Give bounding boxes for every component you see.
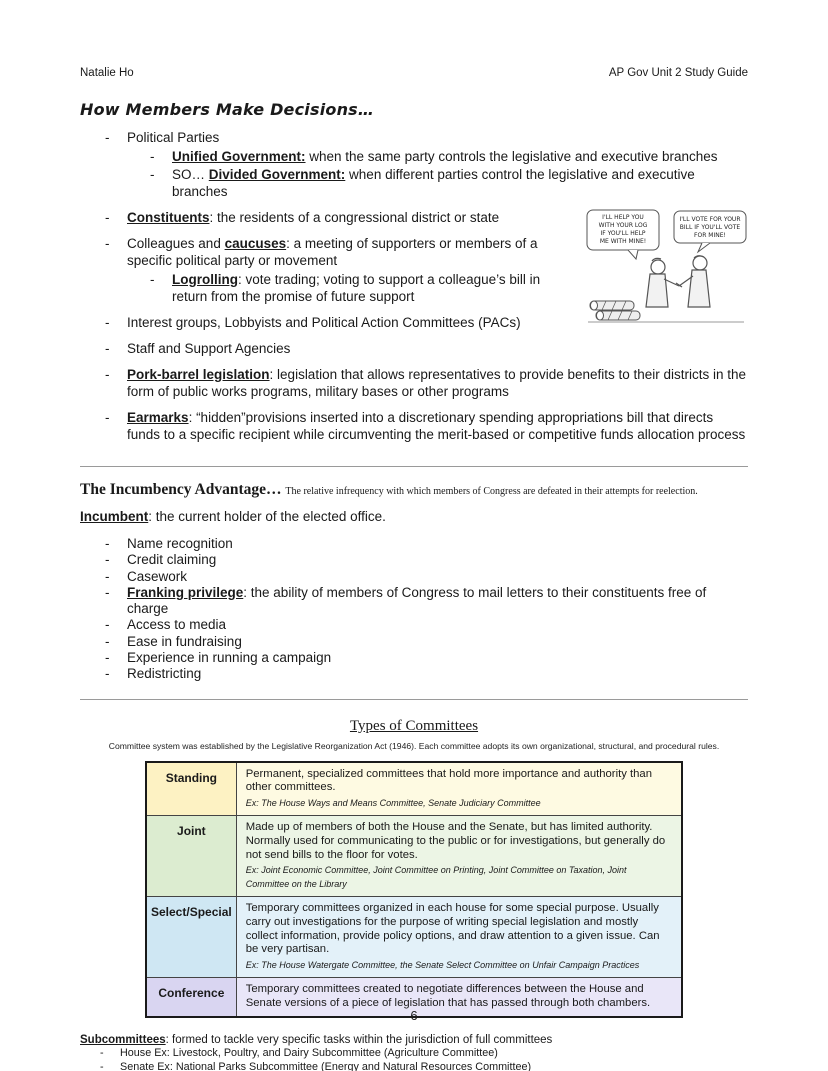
subcommittees-list (80, 1047, 748, 1071)
table-row-standing (146, 762, 682, 816)
list-item-credit-claiming: - Credit claiming (80, 552, 748, 568)
committee-name-select-special: Select/Special (146, 897, 236, 978)
list-item-experience-campaign: - Experience in running a campaign (80, 650, 748, 666)
list-item-staff-agencies: - Staff and Support Agencies (80, 340, 748, 357)
section-title-committees: Types of Committees (349, 717, 479, 734)
list-item-unified-government: - Unified Government: when the same party controls the legislative and executive branches (127, 148, 748, 165)
committee-desc-joint: Made up of members of both the House and the Senate, but has limited authority. Normally used for communicating to the public or for investigations, but generally do not send bills to the floor for votes. (245, 821, 666, 861)
svg-text:FOR MINE!: FOR MINE! (694, 232, 726, 239)
term-logrolling: Logrolling (172, 272, 238, 287)
colleagues-sublist (127, 271, 748, 305)
list-item-senate-example: - Senate Ex: National Parks Subcommittee (Energy and Natural Resources Committee) (80, 1061, 748, 1071)
committee-example-select-special: Ex: The House Watergate Committee, the Senate Select Committee on Unfair Campaign Practices (245, 959, 640, 970)
committees-note: Committee system was established by the Legislative Reorganization Act (1946). Each committee adopts its own organizational, structural, and procedural rules. (108, 740, 720, 751)
committee-name-conference: Conference (146, 978, 236, 1017)
committees-table (145, 761, 683, 1018)
term-subcommittees: Subcommittees (80, 1033, 166, 1046)
svg-text:WITH YOUR LOG: WITH YOUR LOG (598, 222, 648, 229)
term-pork-barrel: Pork-barrel legislation (127, 367, 270, 382)
incumbency-list (80, 536, 748, 683)
incumbency-subtitle: The relative infrequency with which members of Congress are defeated in their attempts for reelection. (285, 486, 698, 497)
list-item-logrolling: - Logrolling: vote trading; voting to support a colleague’s bill in return from the promise of future support (127, 271, 748, 305)
committees-section (80, 718, 748, 1018)
svg-text:ME WITH MINE!: ME WITH MINE! (599, 238, 647, 245)
subcommittees-block: Subcommittees: formed to tackle very specific tasks within the jurisdiction of full committees - House Ex: Livestock, Poultry, and Dairy Subcommittee (Agriculture Committee) - Senate Ex: National Parks Subcommittee (Energy and Natural Resources Committee) (80, 1034, 748, 1071)
svg-text:IF YOU'LL HELP: IF YOU'LL HELP (600, 230, 646, 237)
page-number: 6 (410, 1008, 418, 1023)
term-incumbent: Incumbent (80, 509, 149, 524)
committee-example-standing: Ex: The House Ways and Means Committee, Senate Judiciary Committee (245, 797, 541, 808)
committee-desc-standing: Permanent, specialized committees that hold more importance and authority than other committees. (245, 767, 652, 794)
list-item-constituents: - Constituents: the residents of a congressional district or state (80, 209, 748, 226)
list-item-political-parties: - Political Parties - Unified Government: when the same party controls the legislative and executive branches - SO… Divided Government: when different parties control the legislative and executive branches (80, 129, 748, 200)
term-divided-government: Divided Government: (208, 167, 346, 182)
table-row-select-special (146, 897, 682, 978)
header-doc-title: AP Gov Unit 2 Study Guide (608, 67, 748, 79)
list-item-pork-barrel: - Pork-barrel legislation: legislation that allows representatives to provide benefits to their districts in the form of public works programs, military bases or other programs (80, 366, 748, 400)
table-row-joint (146, 816, 682, 897)
decisions-flow (80, 209, 748, 452)
list-item-colleagues-caucuses: - Colleagues and caucuses: a meeting of supporters or members of a specific political party or movement - Logrolling: vote trading; voting to support a colleague’s bill in return from the promise of future support (80, 235, 748, 305)
list-item-access-to-media: - Access to media (80, 617, 748, 633)
section-divider-2 (80, 699, 748, 700)
committee-example-joint: Ex: Joint Economic Committee, Joint Committee on Printing, Joint Committee on Taxation, Joint Committee on the Library (245, 865, 627, 889)
term-earmarks: Earmarks (127, 410, 189, 425)
svg-text:I'LL VOTE FOR YOUR: I'LL VOTE FOR YOUR (679, 216, 741, 223)
term-constituents: Constituents (127, 210, 210, 225)
list-item-divided-government: - SO… Divided Government: when different parties control the legislative and executive branches (127, 166, 748, 200)
term-unified-government: Unified Government: (172, 149, 306, 164)
header-author: Natalie Ho (80, 67, 134, 79)
svg-text:I'LL HELP YOU: I'LL HELP YOU (602, 214, 644, 221)
term-franking-privilege: Franking privilege (127, 584, 244, 600)
committee-desc-select-special: Temporary committees organized in each house for some special purpose. Usually carry out investigations for the purpose of writing special legislation and mostly collect information, provide policy options, and draw attention to a given issue. Can be very partisan. (245, 902, 660, 956)
decisions-list-main (80, 209, 748, 443)
committee-desc-conference: Temporary committees created to negotiate differences between the House and Senate versions of a piece of legislation that has passed through both chambers. (245, 983, 651, 1009)
term-caucuses: caucuses (224, 236, 287, 251)
section-divider-1 (80, 466, 748, 467)
section-title-incumbency: The Incumbency Advantage… The relative infrequency with which members of Congress are defeated in their attempts for reelection. (80, 481, 698, 498)
committee-name-joint: Joint (146, 816, 236, 897)
page-header (80, 66, 748, 80)
political-parties-sublist (127, 148, 748, 200)
list-item-franking-privilege: - Franking privilege: the ability of members of Congress to mail letters to their constituents free of charge (80, 585, 748, 618)
list-item-earmarks: - Earmarks: “hidden”provisions inserted into a discretionary spending appropriations bill that directs funds to a specific recipient while circumventing the merit-based or competitive funds allocation process (80, 409, 748, 443)
committee-name-standing: Standing (146, 762, 236, 816)
svg-text:BILL IF YOU'LL VOTE: BILL IF YOU'LL VOTE (679, 224, 741, 231)
list-item-casework: - Casework (80, 569, 748, 585)
section-title-decisions: How Members Make Decisions… (80, 100, 375, 119)
list-item-redistricting: - Redistricting (80, 666, 748, 682)
list-item-house-example: - House Ex: Livestock, Poultry, and Dairy Subcommittee (Agriculture Committee) (80, 1047, 748, 1061)
decisions-list-top (80, 129, 748, 200)
incumbent-definition: Incumbent: the current holder of the elected office. (80, 509, 386, 524)
list-item-ease-in-fundraising: - Ease in fundraising (80, 634, 748, 650)
list-item-interest-groups: - Interest groups, Lobbyists and Political Action Committees (PACs) (80, 314, 748, 331)
list-item-name-recognition: - Name recognition (80, 536, 748, 552)
